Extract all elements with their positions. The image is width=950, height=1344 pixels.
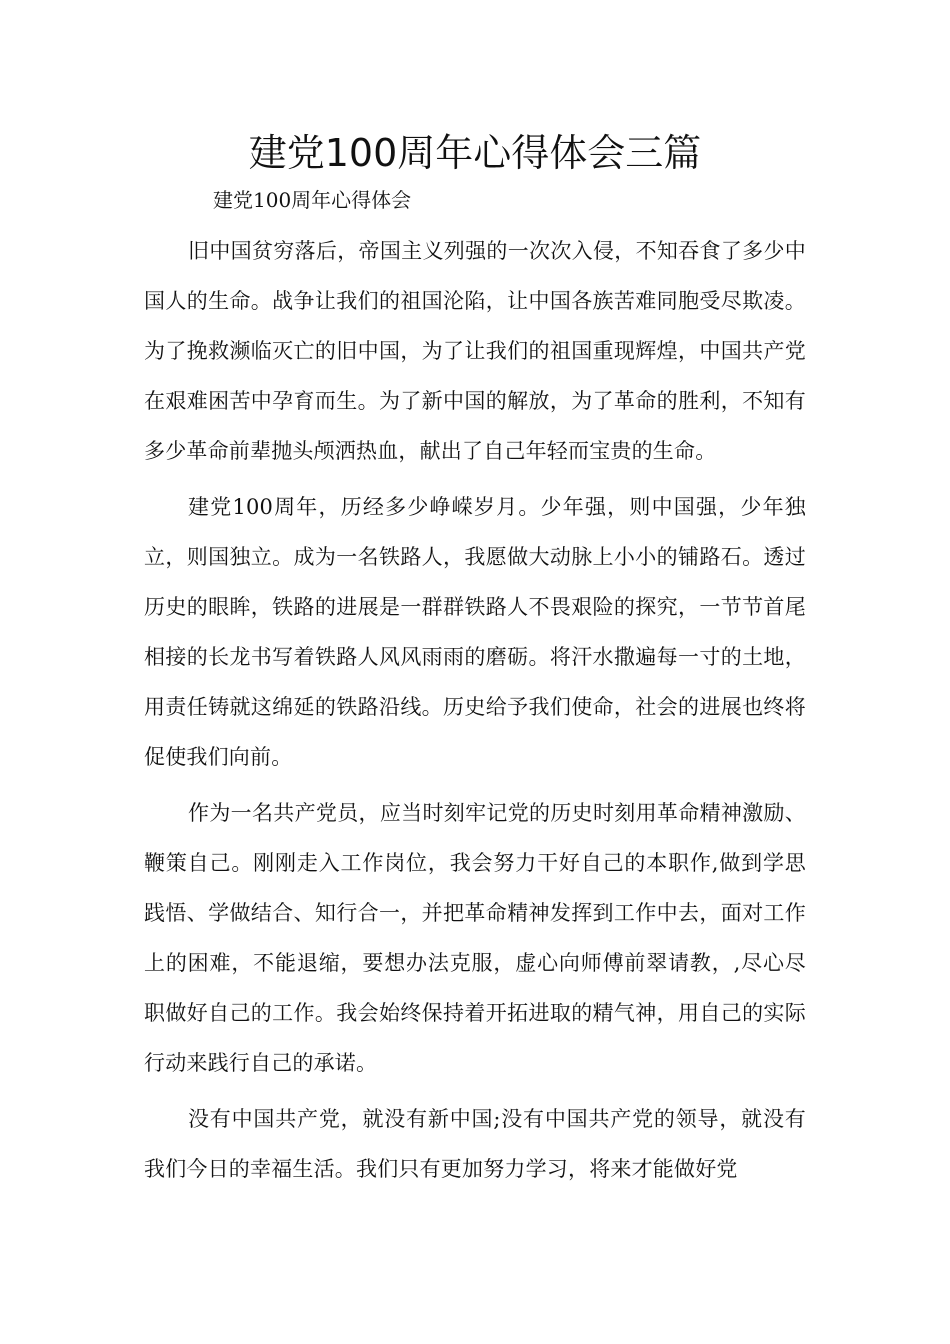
- document-subtitle: 建党100周年心得体会: [213, 188, 412, 212]
- paragraph: 作为一名共产党员，应当时刻牢记党的历史时刻用革命精神激励、鞭策自己。刚刚走入工作岗位，我会努力干好自己的本职作,做到学思践悟、学做结合、知行合一，并把革命精神发挥到工作中去，面对工作上的困难，不能退缩，要想办法克服，虚心向师傅前翠请教，,尽心尽职做好自己的工作。我会始终保持着开拓进取的精气神，用自己的实际行动来践行自己的承诺。: [144, 801, 806, 1075]
- document-title: 建党100周年心得体会三篇: [248, 131, 702, 175]
- document-body: [144, 226, 806, 1200]
- paragraph: 旧中国贫穷落后，帝国主义列强的一次次入侵，不知吞食了多少中国人的生命。战争让我们的祖国沦陷，让中国各族苦难同胞受尽欺凌。为了挽救濒临灭亡的旧中国，为了让我们的祖国重现辉煌，中国共产党在艰难困苦中孕育而生。为了新中国的解放，为了革命的胜利，不知有多少革命前辈抛头颅洒热血，献出了自己年轻而宝贵的生命。: [144, 239, 806, 463]
- paragraph: 建党100周年，历经多少峥嵘岁月。少年强，则中国强，少年独立，则国独立。成为一名铁路人，我愿做大动脉上小小的铺路石。透过历史的眼眸，铁路的进展是一群群铁路人不畏艰险的探究，一节节首尾相接的长龙书写着铁路人风风雨雨的磨砺。将汗水撒遍每一寸的土地，用责任铸就这绵延的铁路沿线。历史给予我们使命，社会的进展也终将促使我们向前。: [144, 495, 806, 769]
- paragraph: 没有中国共产党，就没有新中国;没有中国共产党的领导，就没有我们今日的幸福生活。我们只有更加努力学习，将来才能做好党: [144, 1107, 806, 1181]
